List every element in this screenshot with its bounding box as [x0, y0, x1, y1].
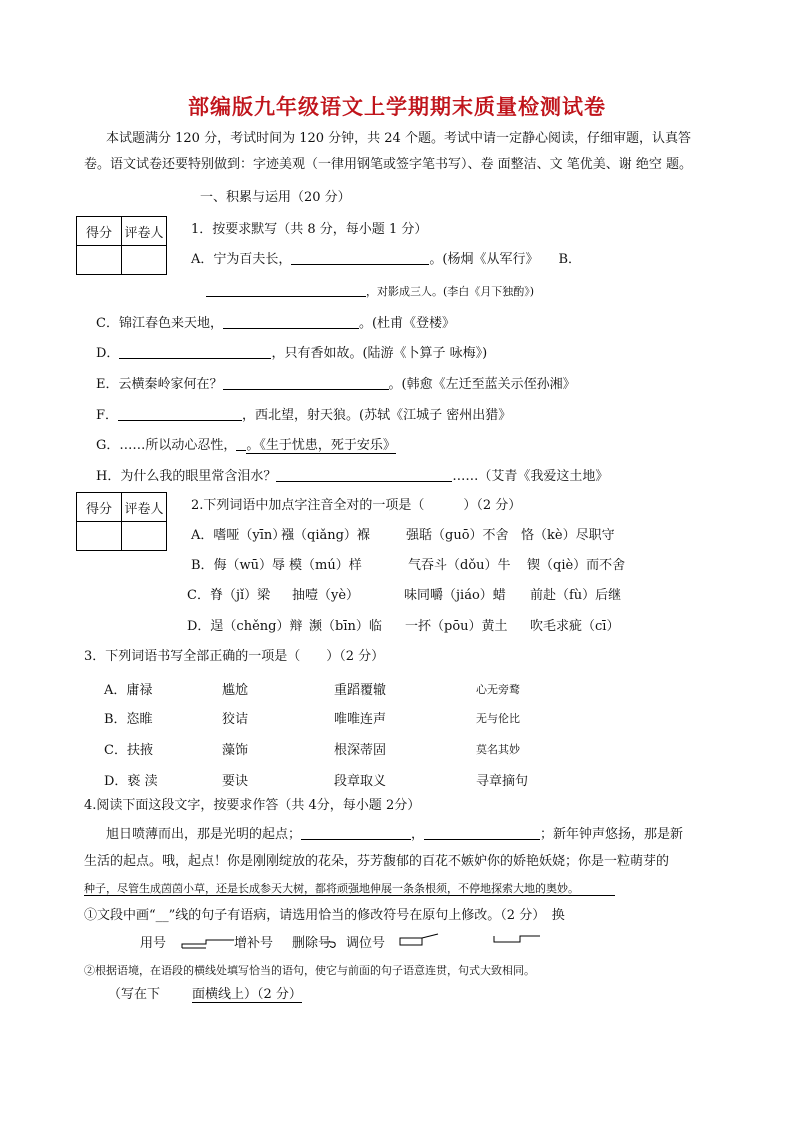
q4-paragraph-line-1: 旭日喷薄而出，那是光明的起点； ， ；新年钟声悠扬，那是新 — [106, 827, 684, 842]
score-cell[interactable] — [77, 246, 122, 275]
replace-symbol-icon — [180, 936, 236, 950]
q1-a: A．宁为百夫长， 。(杨炯《从军行》 B． — [191, 252, 582, 267]
symbol-label-transpose: 调位号 — [346, 936, 386, 951]
q4-paragraph-line-2: 生活的起点。哦，起点！你是刚刚绽放的花朵，芬芳馥郁的百花不嫉妒你的娇艳妖娆；你是一粒萌芽的 — [84, 854, 670, 869]
q4-sub2: ②根据语境，在语段的横线处填写恰当的语句，使它与前面的句子语意连贯，句式大致相同。 — [84, 964, 535, 977]
score-label: 得分 — [77, 217, 122, 246]
q2-stem: 2.下列词语中加点字注音全对的一项是（ ）（2 分） — [191, 498, 522, 513]
score-cell[interactable] — [77, 522, 122, 551]
answer-blank[interactable] — [223, 377, 389, 390]
q4-sub1: ①文段中画“__”线的句子有语病，请选用恰当的修改符号在原句上修改。（2 分） 换 — [84, 908, 565, 923]
q1-f: F． ，西北望，射天狼。(苏轼《江城子 密州出猎》 — [96, 408, 512, 423]
symbol-label-delete: 删除号 — [292, 936, 332, 951]
q1-e: E．云横秦岭家何在？ 。(韩愈《左迁至蓝关示侄孙湘》 — [96, 377, 576, 392]
answer-blank[interactable] — [236, 438, 246, 451]
q1-h: H．为什么我的眼里常含泪水？ ……（艾青《我爱这土地》 — [96, 469, 609, 484]
answer-blank[interactable] — [291, 252, 429, 265]
insert-symbol-icon — [492, 932, 542, 946]
answer-blank[interactable] — [276, 469, 452, 482]
q4-paragraph-line-3: 种子，尽管生成茵茵小草，还是长成参天大树，都将顽强地伸展一条条根须，不停地探索大地的奥妙。 — [84, 882, 615, 896]
q4-sub3: （写在下 面横线上）（2 分） — [108, 987, 302, 1002]
section-heading: 一、积累与运用（20 分） — [200, 190, 351, 205]
answer-blank[interactable] — [118, 408, 242, 421]
delete-symbol-icon — [322, 934, 338, 950]
q3-stem: 3．下列词语书写全部正确的一项是（ ）（2 分） — [84, 649, 385, 664]
q4-stem: 4.阅读下面这段文字，按要求作答（共 4分，每小题 2分） — [84, 798, 421, 813]
q1-c: C．锦江春色来天地， 。(杜甫《登楼》 — [96, 316, 456, 331]
q1-stem: 1．按要求默写（共 8 分，每小题 1 分） — [191, 222, 428, 237]
symbol-label-replace: 用号 — [140, 936, 167, 951]
grader-label: 评卷人 — [122, 217, 167, 246]
q1-d: D． ，只有香如故。(陆游《卜算子 咏梅》) — [96, 346, 488, 361]
score-box — [76, 216, 167, 275]
answer-blank[interactable] — [223, 316, 359, 329]
grader-cell[interactable] — [122, 246, 167, 275]
grader-cell[interactable] — [122, 522, 167, 551]
q1-b: ，对影成三人。(李白《月下独酌》) — [206, 284, 534, 300]
transpose-symbol-icon — [398, 932, 442, 948]
grader-label: 评卷人 — [122, 493, 167, 522]
page-title: 部编版九年级语文上学期期末质量检测试卷 — [188, 94, 606, 119]
answer-blank[interactable] — [301, 827, 411, 840]
intro-line-2: 卷。语文试卷还要特别做到：字迹美观（一律用钢笔或签字笔书写）、卷 面整洁、文 笔优美、谢 绝空 题。 — [84, 157, 693, 172]
answer-blank[interactable] — [119, 346, 271, 359]
q1-g: G．……所以动心忍性， 。《生于忧患，死于安乐》 — [96, 438, 396, 453]
score-label: 得分 — [77, 493, 122, 522]
answer-blank[interactable] — [424, 827, 540, 840]
intro-line-1: 本试题满分 120 分，考试时间为 120 分钟，共 24 个题。考试中请一定静心阅读，仔细审题，认真答 — [106, 131, 691, 146]
symbol-label-insert: 增补号 — [234, 936, 274, 951]
answer-blank[interactable] — [206, 284, 366, 297]
score-box — [76, 492, 167, 551]
